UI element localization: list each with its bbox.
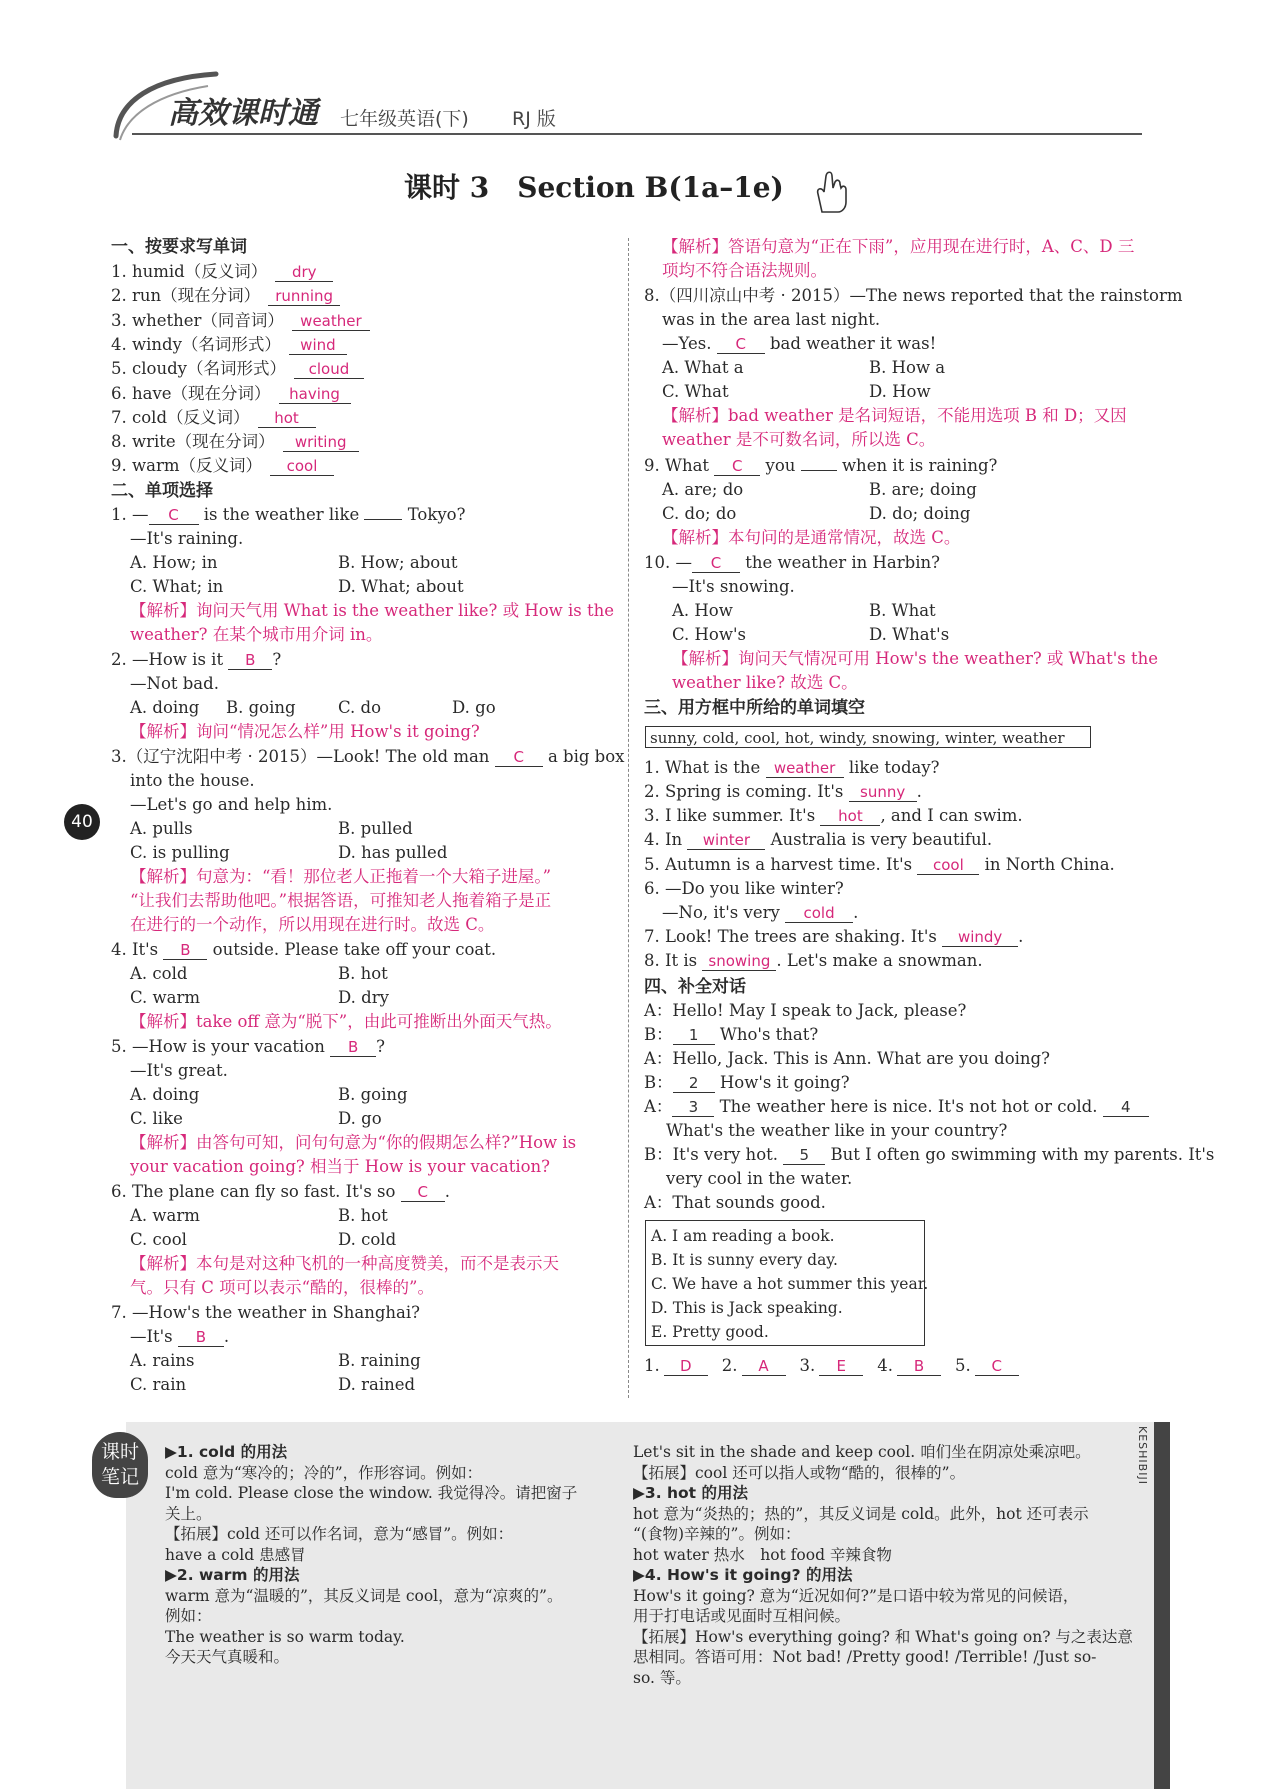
note-heading: ▶3. hot 的用法 bbox=[633, 1484, 748, 1502]
note-line: How's it going? 意为“近况如何?”是口语中较为常见的问候语， bbox=[633, 1586, 1079, 1605]
section4-heading: 四、补全对话 bbox=[644, 977, 746, 997]
answer-blank: weather bbox=[292, 312, 370, 331]
note-heading: ▶4. How's it going? 的用法 bbox=[633, 1566, 853, 1584]
reply-text: —Yes. C bad weather it was! bbox=[662, 334, 937, 353]
item-question: 7. Look! The trees are shaking. It's bbox=[644, 927, 937, 946]
item-tail: , and I can swim. bbox=[880, 806, 1023, 825]
reply-text: —It's snowing. bbox=[672, 577, 795, 596]
explanation: 【解析】本句是对这种飞机的一种高度赞美，而不是表示天 bbox=[130, 1254, 559, 1273]
item-tail: in North China. bbox=[984, 855, 1115, 874]
option-c: C. rain bbox=[130, 1375, 187, 1394]
option-b: B. pulled bbox=[338, 819, 413, 838]
word-item bbox=[111, 262, 333, 282]
answer-number: 5. bbox=[955, 1356, 971, 1375]
option-a: A. are; do bbox=[662, 480, 744, 499]
explanation: 【解析】答语句意为“正在下雨”，应用现在进行时，A、C、D 三 bbox=[662, 237, 1135, 256]
fill-item bbox=[644, 782, 922, 802]
word-item bbox=[111, 286, 340, 306]
option-b: B. What bbox=[869, 601, 936, 620]
option-a: A. What a bbox=[662, 358, 744, 377]
answer-blank: C bbox=[149, 506, 199, 525]
option-a: A. pulls bbox=[130, 819, 193, 838]
question-5: 5. —How is your vacation B ? bbox=[111, 1037, 385, 1056]
answer-blank: hot bbox=[820, 807, 880, 826]
answer-blank: B bbox=[897, 1357, 941, 1376]
fill-item bbox=[644, 758, 940, 778]
question-text: was in the area last night. bbox=[662, 310, 881, 329]
question-8: 8.（四川凉山中考 · 2015）—The news reported that the rainstorm bbox=[644, 286, 1183, 305]
option-item: A. I am reading a book. bbox=[651, 1227, 835, 1245]
option-b: B. are; doing bbox=[869, 480, 977, 499]
explanation: 【解析】bad weather 是名词短语，不能用选项 B 和 D；又因 bbox=[662, 406, 1127, 425]
answer-blank: cool bbox=[917, 856, 979, 875]
fill-item bbox=[644, 927, 1023, 947]
option-a: A. warm bbox=[130, 1206, 200, 1225]
option-b: B. going bbox=[226, 698, 296, 717]
item-question: 2. Spring is coming. It's bbox=[644, 782, 844, 801]
dialogue-blank: 3 bbox=[672, 1098, 714, 1117]
notes-badge bbox=[92, 1432, 148, 1498]
option-a: A. How; in bbox=[130, 553, 218, 572]
item-question: 4. windy（名词形式） bbox=[111, 334, 281, 354]
option-a: A. doing bbox=[130, 1085, 200, 1104]
option-c: C. warm bbox=[130, 988, 201, 1007]
word-box: sunny, cold, cool, hot, windy, snowing, winter, weather bbox=[645, 726, 1091, 748]
explanation: 【解析】询问天气情况可用 How's the weather? 或 What's the bbox=[672, 649, 1159, 668]
option-b: B. going bbox=[338, 1085, 408, 1104]
dialogue-line: A：That sounds good. bbox=[644, 1193, 826, 1212]
answer-blank: hot bbox=[258, 409, 316, 428]
item-question: 1. What is the bbox=[644, 758, 761, 777]
dialogue-line: very cool in the water. bbox=[666, 1169, 853, 1188]
reply-text: —It's raining. bbox=[130, 529, 244, 548]
answer-blank: C bbox=[714, 457, 760, 476]
note-line: cold 意为“寒冷的；冷的”，作形容词。例如： bbox=[165, 1463, 483, 1482]
page-title: 课时 3 Section B(1a–1e) bbox=[404, 171, 784, 204]
answer-blank: B bbox=[330, 1038, 376, 1057]
section2-heading: 二、单项选择 bbox=[111, 481, 213, 501]
answer-number: 3. bbox=[799, 1356, 816, 1375]
answer-blank: having bbox=[279, 385, 351, 404]
option-c: C. do; do bbox=[662, 504, 737, 523]
question-3: 3.（辽宁沈阳中考 · 2015）—Look! The old man C a big box bbox=[111, 747, 625, 766]
item-question: 6. —Do you like winter? bbox=[644, 879, 844, 898]
option-c: C. cool bbox=[130, 1230, 187, 1249]
item-question: 7. cold（反义词） bbox=[111, 407, 250, 427]
fill-item bbox=[644, 855, 1115, 875]
answer-number: 1. bbox=[644, 1356, 660, 1375]
note-line: warm 意为“温暖的”，其反义词是 cool，意为“凉爽的”。 bbox=[165, 1586, 563, 1605]
option-item: B. It is sunny every day. bbox=[651, 1251, 838, 1269]
dialogue-blank: 1 bbox=[673, 1026, 715, 1045]
header-rule bbox=[132, 133, 1142, 135]
options-list bbox=[651, 1224, 929, 1344]
option-d: D. What; about bbox=[338, 577, 464, 596]
explanation: 在进行的一个动作，所以用现在进行时。故选 C。 bbox=[130, 915, 495, 934]
note-line: so. 等。 bbox=[633, 1668, 691, 1687]
reply-text: —It's great. bbox=[130, 1061, 228, 1080]
note-heading: ▶2. warm 的用法 bbox=[165, 1566, 300, 1584]
option-d: D. rained bbox=[338, 1375, 416, 1394]
option-b: B. How a bbox=[869, 358, 946, 377]
answer-number: 4. bbox=[877, 1356, 893, 1375]
word-item bbox=[111, 335, 347, 355]
option-a: A. rains bbox=[130, 1351, 195, 1370]
answer-blank: writing bbox=[283, 433, 359, 452]
word-item bbox=[111, 384, 351, 404]
section3-heading: 三、用方框中所给的单词填空 bbox=[644, 698, 865, 718]
item-question: 3. I like summer. It's bbox=[644, 806, 816, 825]
note-line: The weather is so warm today. bbox=[165, 1627, 405, 1646]
option-a: A. cold bbox=[130, 964, 188, 983]
option-b: B. raining bbox=[338, 1351, 421, 1370]
item-tail: . bbox=[1018, 927, 1024, 946]
question-4: 4. It's B outside. Please take off your coat. bbox=[111, 940, 497, 959]
item-tail: . bbox=[916, 782, 922, 801]
option-a: A. doing bbox=[130, 698, 200, 717]
explanation: “让我们去帮助他吧。”根据答语，可推知老人拖着箱子是正 bbox=[130, 891, 552, 910]
note-line: 例如： bbox=[165, 1607, 212, 1625]
answer-blank: windy bbox=[942, 928, 1018, 947]
note-line: 思相同。答语可用：Not bad! /Pretty good! /Terrible! /Just so- bbox=[633, 1648, 1097, 1666]
note-line: have a cold 患感冒 bbox=[165, 1545, 306, 1564]
note-line: 用于打电话或见面时互相问候。 bbox=[633, 1607, 851, 1625]
fill-item bbox=[662, 903, 858, 923]
item-question: 8. It is bbox=[644, 951, 698, 970]
explanation: 【解析】由答句可知，问句句意为“你的假期怎么样?”How is bbox=[130, 1133, 577, 1152]
option-a: A. How bbox=[672, 601, 733, 620]
explanation: 项均不符合语法规则。 bbox=[662, 261, 827, 280]
option-c: C. What; in bbox=[130, 577, 224, 596]
item-tail: like today? bbox=[848, 758, 940, 777]
note-line: hot 意为“炎热的；热的”，其反义词是 cold。此外，hot 还可表示 bbox=[633, 1504, 1089, 1523]
note-heading: ▶1. cold 的用法 bbox=[165, 1443, 288, 1461]
option-d: D. go bbox=[338, 1109, 382, 1128]
explanation: 【解析】询问“情况怎么样”用 How's it going? bbox=[130, 722, 480, 741]
note-line: I'm cold. Please close the window. 我觉得冷。请把窗子 bbox=[165, 1484, 578, 1502]
note-line: 今天天气真暖和。 bbox=[165, 1648, 290, 1666]
option-d: D. has pulled bbox=[338, 843, 448, 862]
explanation: weather? 在某个城市用介词 in。 bbox=[130, 625, 383, 644]
badge-line: 课时 bbox=[100, 1441, 139, 1463]
option-c: C. What bbox=[662, 382, 729, 401]
pointing-hand-icon bbox=[808, 168, 854, 216]
answer-blank: C bbox=[401, 1183, 445, 1202]
question-2: 2. —How is it B ? bbox=[111, 650, 282, 669]
note-line: 【拓展】cool 还可以指人或物“酷的，很棒的”。 bbox=[633, 1463, 966, 1482]
book-title: 七年级英语(下) bbox=[340, 108, 469, 130]
explanation: weather like? 故选 C。 bbox=[672, 673, 858, 692]
side-label: KESHIBIJI bbox=[1136, 1426, 1149, 1485]
answer-blank: weather bbox=[766, 759, 844, 778]
option-b: B. How; about bbox=[338, 553, 458, 572]
answer-blank: snowing bbox=[702, 952, 776, 971]
option-d: D. dry bbox=[338, 988, 389, 1007]
fill-item bbox=[644, 951, 983, 971]
dialogue-line: A： 3 The weather here is nice. It's not hot or cold. 4 bbox=[644, 1097, 1149, 1117]
note-line: 关上。 bbox=[165, 1504, 212, 1523]
fill-item bbox=[644, 806, 1023, 826]
column-divider bbox=[628, 238, 629, 1398]
dialogue-line: B：It's very hot. 5 But I often go swimming with my parents. It's bbox=[644, 1145, 1215, 1164]
answer-blank: C bbox=[717, 335, 765, 354]
note-line: 【拓展】How's everything going? 和 What's going on? 与之表达意 bbox=[633, 1627, 1133, 1646]
option-c: C. do bbox=[338, 698, 382, 717]
item-question: —No, it's very bbox=[662, 903, 780, 922]
note-line: “(食物)辛辣的”。例如： bbox=[633, 1525, 801, 1543]
explanation: your vacation going? 相当于 How is your vacation? bbox=[130, 1157, 551, 1176]
notes-left bbox=[165, 1442, 577, 1668]
section1-heading: 一、按要求写单词 bbox=[111, 237, 247, 257]
word-item bbox=[111, 311, 370, 331]
explanation: 【解析】take off 意为“脱下”，由此可推断出外面天气热。 bbox=[130, 1012, 562, 1031]
dialogue-line: B： 2 How's it going? bbox=[644, 1073, 850, 1092]
brand-logo: 高效课时通 bbox=[168, 96, 318, 131]
item-question: 3. whether（同音词） bbox=[111, 310, 284, 330]
question-text: into the house. bbox=[130, 771, 255, 790]
note-line: 【拓展】cold 还可以作名词，意为“感冒”。例如： bbox=[165, 1525, 514, 1543]
edition-label: RJ 版 bbox=[512, 108, 556, 130]
answer-blank: C bbox=[975, 1357, 1019, 1376]
answer-blank: cloud bbox=[294, 360, 364, 379]
page-number: 40 bbox=[64, 804, 100, 840]
option-d: D. go bbox=[452, 698, 496, 717]
item-question: 8. write（现在分词） bbox=[111, 432, 275, 452]
answer-blank: C bbox=[495, 748, 543, 767]
note-line: Let's sit in the shade and keep cool. 咱们坐在阴凉处乘凉吧。 bbox=[633, 1443, 1091, 1461]
question-7: 7. —How's the weather in Shanghai? bbox=[111, 1303, 421, 1322]
word-item bbox=[111, 432, 359, 452]
dialogue-line: B： 1 Who's that? bbox=[644, 1025, 819, 1044]
word-item bbox=[111, 408, 316, 428]
item-question: 6. have（现在分词） bbox=[111, 383, 271, 403]
note-line: hot water 热水 hot food 辛辣食物 bbox=[633, 1545, 892, 1564]
question-6: 6. The plane can fly so fast. It's so C . bbox=[111, 1182, 450, 1201]
item-tail: . bbox=[853, 903, 859, 922]
reply-text: —It's B . bbox=[130, 1327, 230, 1346]
item-question: 4. In bbox=[644, 830, 683, 849]
answer-blank: running bbox=[268, 287, 340, 306]
option-b: B. hot bbox=[338, 1206, 388, 1225]
option-d: D. How bbox=[869, 382, 931, 401]
dialogue-blank: 4 bbox=[1103, 1098, 1149, 1117]
explanation: weather 是不可数名词，所以选 C。 bbox=[662, 430, 936, 449]
answer-number: 2. bbox=[721, 1356, 738, 1375]
options-box bbox=[645, 1220, 929, 1346]
dialogue-blank: 2 bbox=[673, 1074, 715, 1093]
question-10: 10. — C the weather in Harbin? bbox=[644, 553, 940, 572]
option-item: D. This is Jack speaking. bbox=[651, 1299, 843, 1317]
word-item bbox=[111, 359, 364, 379]
fill-item bbox=[644, 830, 992, 850]
option-b: B. hot bbox=[338, 964, 388, 983]
answer-blank: B bbox=[228, 651, 272, 670]
option-c: C. is pulling bbox=[130, 843, 230, 862]
item-question: 9. warm（反义词） bbox=[111, 456, 262, 476]
answer-blank: winter bbox=[687, 831, 765, 850]
option-c: C. How's bbox=[672, 625, 746, 644]
item-tail: . Let's make a snowman. bbox=[776, 951, 983, 970]
question-1: 1. — C is the weather like Tokyo? bbox=[111, 505, 466, 524]
item-question: 2. run（现在分词） bbox=[111, 286, 261, 306]
fill-item bbox=[644, 879, 844, 899]
dialogue-line: What's the weather like in your country? bbox=[666, 1121, 1008, 1140]
answer-blank: B bbox=[178, 1328, 224, 1347]
option-item: C. We have a hot summer this year. bbox=[651, 1275, 929, 1293]
option-item: E. Pretty good. bbox=[651, 1323, 769, 1341]
reply-text: —Not bad. bbox=[130, 674, 219, 693]
option-d: D. What's bbox=[869, 625, 950, 644]
notes-side-bar bbox=[1154, 1422, 1170, 1789]
answer-blank: dry bbox=[275, 263, 333, 282]
explanation: 【解析】句意为：“看！那位老人正拖着一个大箱子进屋。” bbox=[130, 867, 552, 886]
item-question: 1. humid（反义词） bbox=[111, 262, 268, 281]
answer-blank: wind bbox=[289, 336, 347, 355]
option-d: D. do; doing bbox=[869, 504, 971, 523]
answer-blank: cool bbox=[270, 457, 334, 476]
dialogue-line: A：Hello! May I speak to Jack, please? bbox=[644, 1001, 967, 1020]
item-question: 5. Autumn is a harvest time. It's bbox=[644, 855, 913, 874]
item-question: 5. cloudy（名词形式） bbox=[111, 359, 286, 379]
question-9: 9. What C you when it is raining? bbox=[644, 456, 998, 475]
explanation: 气。只有 C 项可以表示“酷的，很棒的”。 bbox=[130, 1278, 434, 1297]
dialogue-blank: 5 bbox=[783, 1146, 825, 1165]
item-tail: Australia is very beautiful. bbox=[770, 830, 993, 849]
option-c: C. like bbox=[130, 1109, 183, 1128]
option-d: D. cold bbox=[338, 1230, 397, 1249]
answers-row bbox=[644, 1356, 1033, 1376]
badge-line: 笔记 bbox=[100, 1466, 139, 1488]
notes-right bbox=[633, 1442, 1133, 1688]
explanation: 【解析】本句问的是通常情况，故选 C。 bbox=[662, 528, 961, 547]
explanation: 【解析】询问天气用 What is the weather like? 或 How is the bbox=[130, 601, 615, 620]
answer-blank: E bbox=[819, 1357, 863, 1376]
word-item bbox=[111, 456, 334, 476]
answer-blank: cold bbox=[785, 904, 853, 923]
answer-blank: D bbox=[664, 1357, 708, 1376]
answer-blank: B bbox=[163, 941, 207, 960]
answer-blank: sunny bbox=[849, 783, 917, 802]
answer-blank: A bbox=[742, 1357, 786, 1376]
reply-text: —Let's go and help him. bbox=[130, 795, 333, 814]
dialogue-line: A：Hello, Jack. This is Ann. What are you doing? bbox=[644, 1049, 1050, 1068]
answer-blank: C bbox=[692, 554, 740, 573]
